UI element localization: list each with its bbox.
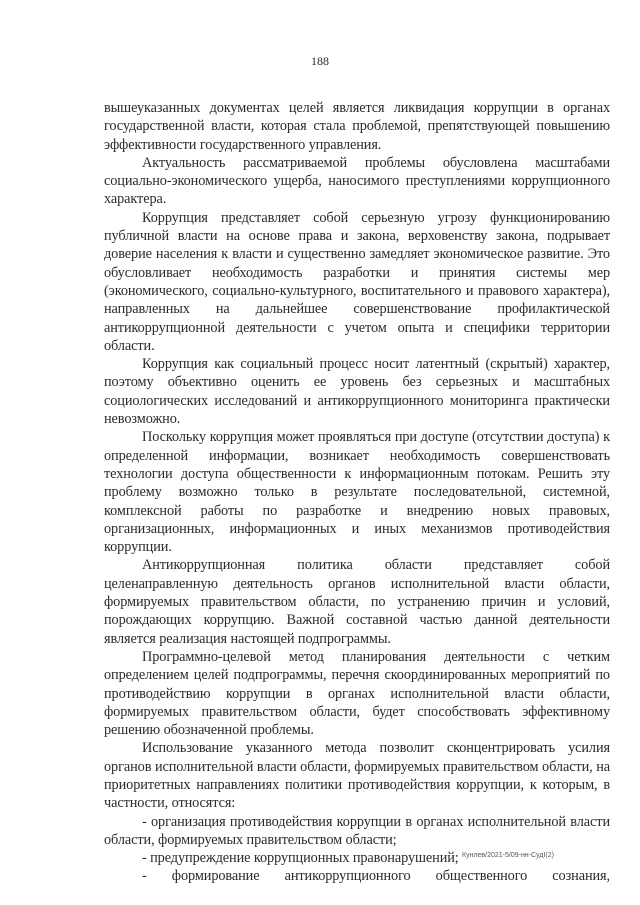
list-item: - предупреждение коррупционных правонарушений; <box>142 850 459 867</box>
list-item: - организация противодействия коррупции в органах исполнительной власти области, формируемых правительством области; <box>104 813 610 848</box>
page-number: 188 <box>311 54 329 68</box>
paragraph: Коррупция как социальный процесс носит латентный (скрытый) характер, поэтому объективно оценить ее уровень без серьезных и масштабных социологических исследований и антикоррупционного мониторинга практически невозможно. <box>104 356 610 428</box>
document-footer-code: Кунлев/2021-5/09-нн-СудI(2) <box>462 852 554 859</box>
list-item: - формирование антикоррупционного общественного сознания, <box>142 868 610 885</box>
paragraph: Программно-целевой метод планирования деятельности с четким определением целей подпрограммы, перечня скоординированных мероприятий по противодействию коррупции в органах исполнительной власти области, формируемых правительством области, будет способствовать эффективному решению обозначенной проблемы. <box>104 648 610 739</box>
paragraph: Использование указанного метода позволит сконцентрировать усилия органов исполнительной власти области, формируемых правительством области, на приоритетных направлениях политики противодействия коррупции, к которым, в частности, относятся: <box>104 740 610 812</box>
document-body <box>104 99 610 886</box>
paragraph: вышеуказанных документах целей является ликвидация коррупции в органах государственной власти, которая стала проблемой, препятствующей повышению эффективности государственного управления. <box>104 100 610 153</box>
paragraph: Коррупция представляет собой серьезную угрозу функционированию публичной власти на основе права и закона, верховенству закона, подрывает доверие населения к власти и существенно замедляет экономическое развитие. Это обусловливает необходимость разработки и принятия системы мер (экономического, социально-культурного, воспитательного и правового характера), направленных на дальнейшее совершенствование профилактической антикоррупционной деятельности с учетом опыта и специфики территории области. <box>104 209 610 354</box>
paragraph: Антикоррупционная политика области представляет собой целенаправленную деятельность органов исполнительной власти области, формируемых правительством области, по устранению причин и условий, порождающих коррупцию. Важной составной частью данной деятельности является реализация настоящей подпрограммы. <box>104 557 610 647</box>
paragraph: Поскольку коррупция может проявляться при доступе (отсутствии доступа) к определенной информации, возникает необходимость совершенствовать технологии доступа общественности к информационным потокам. Решить эту проблему возможно только в результате последовательной, системной, комплексной работы по разработке и внедрению новых правовых, организационных, информационных и иных механизмов противодействия коррупции. <box>104 429 610 556</box>
paragraph: Актуальность рассматриваемой проблемы обусловлена масштабами социально-экономического ущерба, наносимого преступлениями коррупционного характера. <box>104 154 610 208</box>
